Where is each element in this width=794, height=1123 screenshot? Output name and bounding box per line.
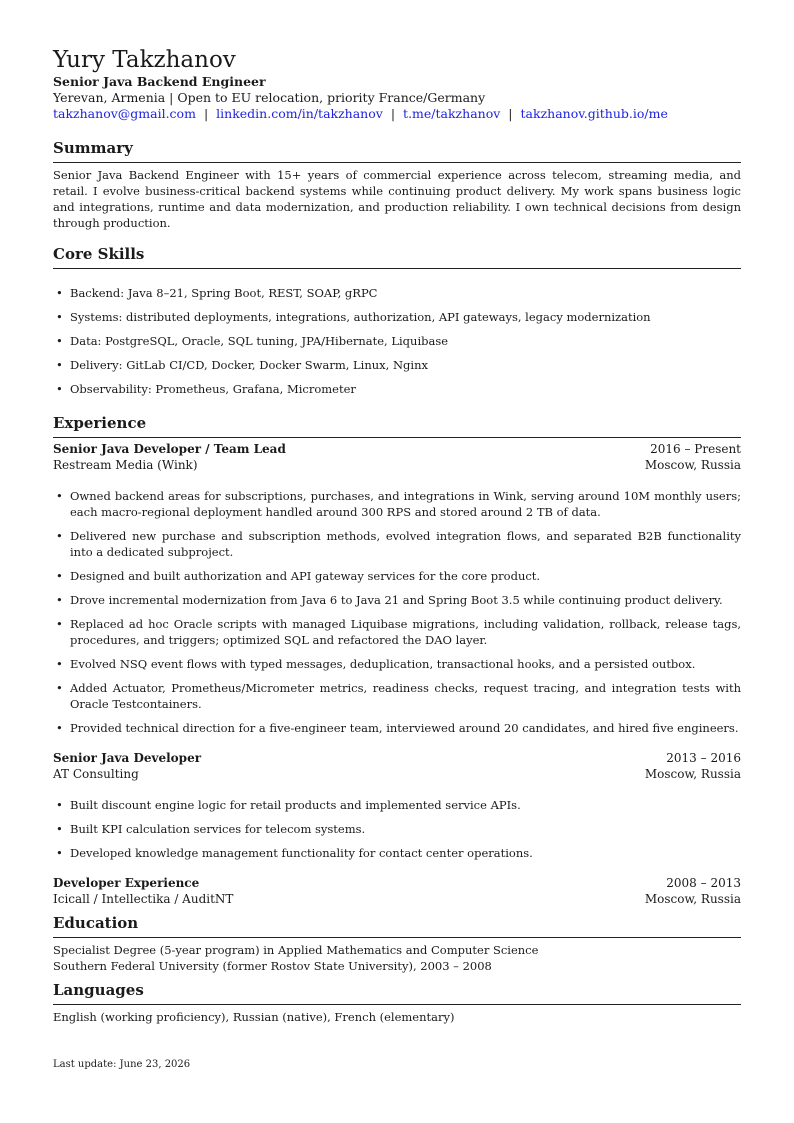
job-entry xyxy=(53,875,741,907)
section-divider xyxy=(53,268,741,269)
education-block xyxy=(53,942,741,974)
link-separator: | xyxy=(508,106,513,121)
list-item: • Built discount engine logic for retail products and implemented service APIs. xyxy=(56,798,521,812)
job-title: Senior Java Developer / Team Lead xyxy=(53,442,286,456)
bullet-icon: • xyxy=(56,681,63,695)
experience-heading: Experience xyxy=(53,414,147,432)
job-location: Moscow, Russia xyxy=(644,767,741,781)
bullet-icon: • xyxy=(56,798,63,812)
last-update-footer: Last update: June 23, 2026 xyxy=(53,1059,191,1070)
link-separator: | xyxy=(203,106,209,121)
list-item: • Drove incremental modernization from Java 6 to Java 21 and Spring Boot 3.5 while continuing product delivery. xyxy=(56,593,723,607)
job-bullets xyxy=(53,488,741,736)
job-entry xyxy=(53,750,741,861)
section-divider xyxy=(53,937,741,938)
list-item: • Delivered new purchase and subscription methods, evolved integration flows, and separated B2B functionality into a dedicated subproject. xyxy=(56,529,741,559)
bullet-icon: • xyxy=(56,382,63,396)
job-bullets xyxy=(53,797,741,861)
list-item: • Designed and built authorization and API gateway services for the core product. xyxy=(56,569,541,583)
skill-item: • Observability: Prometheus, Grafana, Micrometer xyxy=(56,382,356,396)
bullet-icon: • xyxy=(56,822,63,836)
resume-page xyxy=(53,46,741,1025)
bullet-icon: • xyxy=(56,593,63,607)
job-dates: 2008 – 2013 xyxy=(666,876,741,890)
languages-heading: Languages xyxy=(53,981,144,999)
education-heading: Education xyxy=(53,914,139,932)
job-subheader xyxy=(53,766,741,782)
job-header xyxy=(53,750,741,766)
job-subheader xyxy=(53,457,741,473)
list-item: • Developed knowledge management functionality for contact center operations. xyxy=(56,846,533,860)
bullet-icon: • xyxy=(56,617,63,631)
candidate-role: Senior Java Backend Engineer xyxy=(53,74,266,89)
job-subheader xyxy=(53,891,741,907)
job-header xyxy=(53,441,741,457)
section-divider xyxy=(53,437,741,438)
skill-item: • Data: PostgreSQL, Oracle, SQL tuning, JPA/Hibernate, Liquibase xyxy=(56,334,449,348)
section-divider xyxy=(53,1004,741,1005)
skills-list xyxy=(53,285,741,397)
bullet-icon: • xyxy=(56,358,63,372)
bullet-icon: • xyxy=(56,310,63,324)
telegram-link[interactable]: t.me/takzhanov xyxy=(403,106,501,121)
website-link[interactable]: takzhanov.github.io/me xyxy=(520,106,668,121)
email-link[interactable]: takzhanov@gmail.com xyxy=(53,106,196,121)
job-title: Developer Experience xyxy=(53,876,200,890)
education-university: Southern Federal University (former Rostov State University), 2003 – 2008 xyxy=(53,959,492,973)
section-divider xyxy=(53,162,741,163)
job-dates: 2013 – 2016 xyxy=(666,751,741,765)
list-item: • Provided technical direction for a five-engineer team, interviewed around 20 candidates, and hired five engineers. xyxy=(56,721,739,735)
job-entry xyxy=(53,441,741,736)
job-location: Moscow, Russia xyxy=(644,892,741,906)
list-item: • Owned backend areas for subscriptions, purchases, and integrations in Wink, serving around 10M monthly users; each macro-regional deployment handled around 300 RPS and stored around 2 TB of data. xyxy=(56,489,741,519)
skills-heading: Core Skills xyxy=(53,245,145,263)
list-item: • Added Actuator, Prometheus/Micrometer metrics, readiness checks, request tracing, and integration tests with Oracle Testcontainers. xyxy=(56,681,741,711)
skill-item: • Backend: Java 8–21, Spring Boot, REST, SOAP, gRPC xyxy=(56,286,378,300)
job-title: Senior Java Developer xyxy=(53,751,202,765)
candidate-name: Yury Takzhanov xyxy=(53,47,236,73)
list-item: • Evolved NSQ event flows with typed messages, deduplication, transactional hooks, and a persisted outbox. xyxy=(56,657,696,671)
bullet-icon: • xyxy=(56,721,63,735)
job-header xyxy=(53,875,741,891)
bullet-icon: • xyxy=(56,489,63,503)
bullet-icon: • xyxy=(56,846,63,860)
bullet-icon: • xyxy=(56,529,63,543)
list-item: • Replaced ad hoc Oracle scripts with managed Liquibase migrations, including validation, rollback, release tags, procedures, and triggers; optimized SQL and refactored the DAO layer. xyxy=(56,617,741,647)
bullet-icon: • xyxy=(56,657,63,671)
linkedin-link[interactable]: linkedin.com/in/takzhanov xyxy=(216,106,383,121)
job-location: Moscow, Russia xyxy=(644,458,741,472)
skill-item: • Systems: distributed deployments, integrations, authorization, API gateways, legacy modernization xyxy=(56,310,651,324)
summary-heading: Summary xyxy=(53,139,133,157)
job-dates: 2016 – Present xyxy=(650,442,741,456)
link-separator: | xyxy=(390,106,396,121)
languages-text: English (working proficiency), Russian (native), French (elementary) xyxy=(53,1010,455,1024)
bullet-icon: • xyxy=(56,569,63,583)
summary-text: Senior Java Backend Engineer with 15+ years of commercial experience across telecom, streaming media, and retail. I evolve business-critical backend systems while continuing product delivery. My work spans business logic and integrations, runtime and data modernization, and production reliability. I own technical decisions from design through production. xyxy=(53,168,741,230)
education-degree: Specialist Degree (5-year program) in Applied Mathematics and Computer Science xyxy=(53,943,539,957)
location-line: Yerevan, Armenia | Open to EU relocation, priority France/Germany xyxy=(53,90,486,105)
job-company: Restream Media (Wink) xyxy=(53,458,198,472)
list-item: • Built KPI calculation services for telecom systems. xyxy=(56,822,366,836)
bullet-icon: • xyxy=(56,286,63,300)
bullet-icon: • xyxy=(56,334,63,348)
job-company: AT Consulting xyxy=(53,767,139,781)
job-company: Icicall / Intellectika / AuditNT xyxy=(53,892,234,906)
skill-item: • Delivery: GitLab CI/CD, Docker, Docker Swarm, Linux, Nginx xyxy=(56,358,428,372)
contact-links xyxy=(53,106,741,122)
